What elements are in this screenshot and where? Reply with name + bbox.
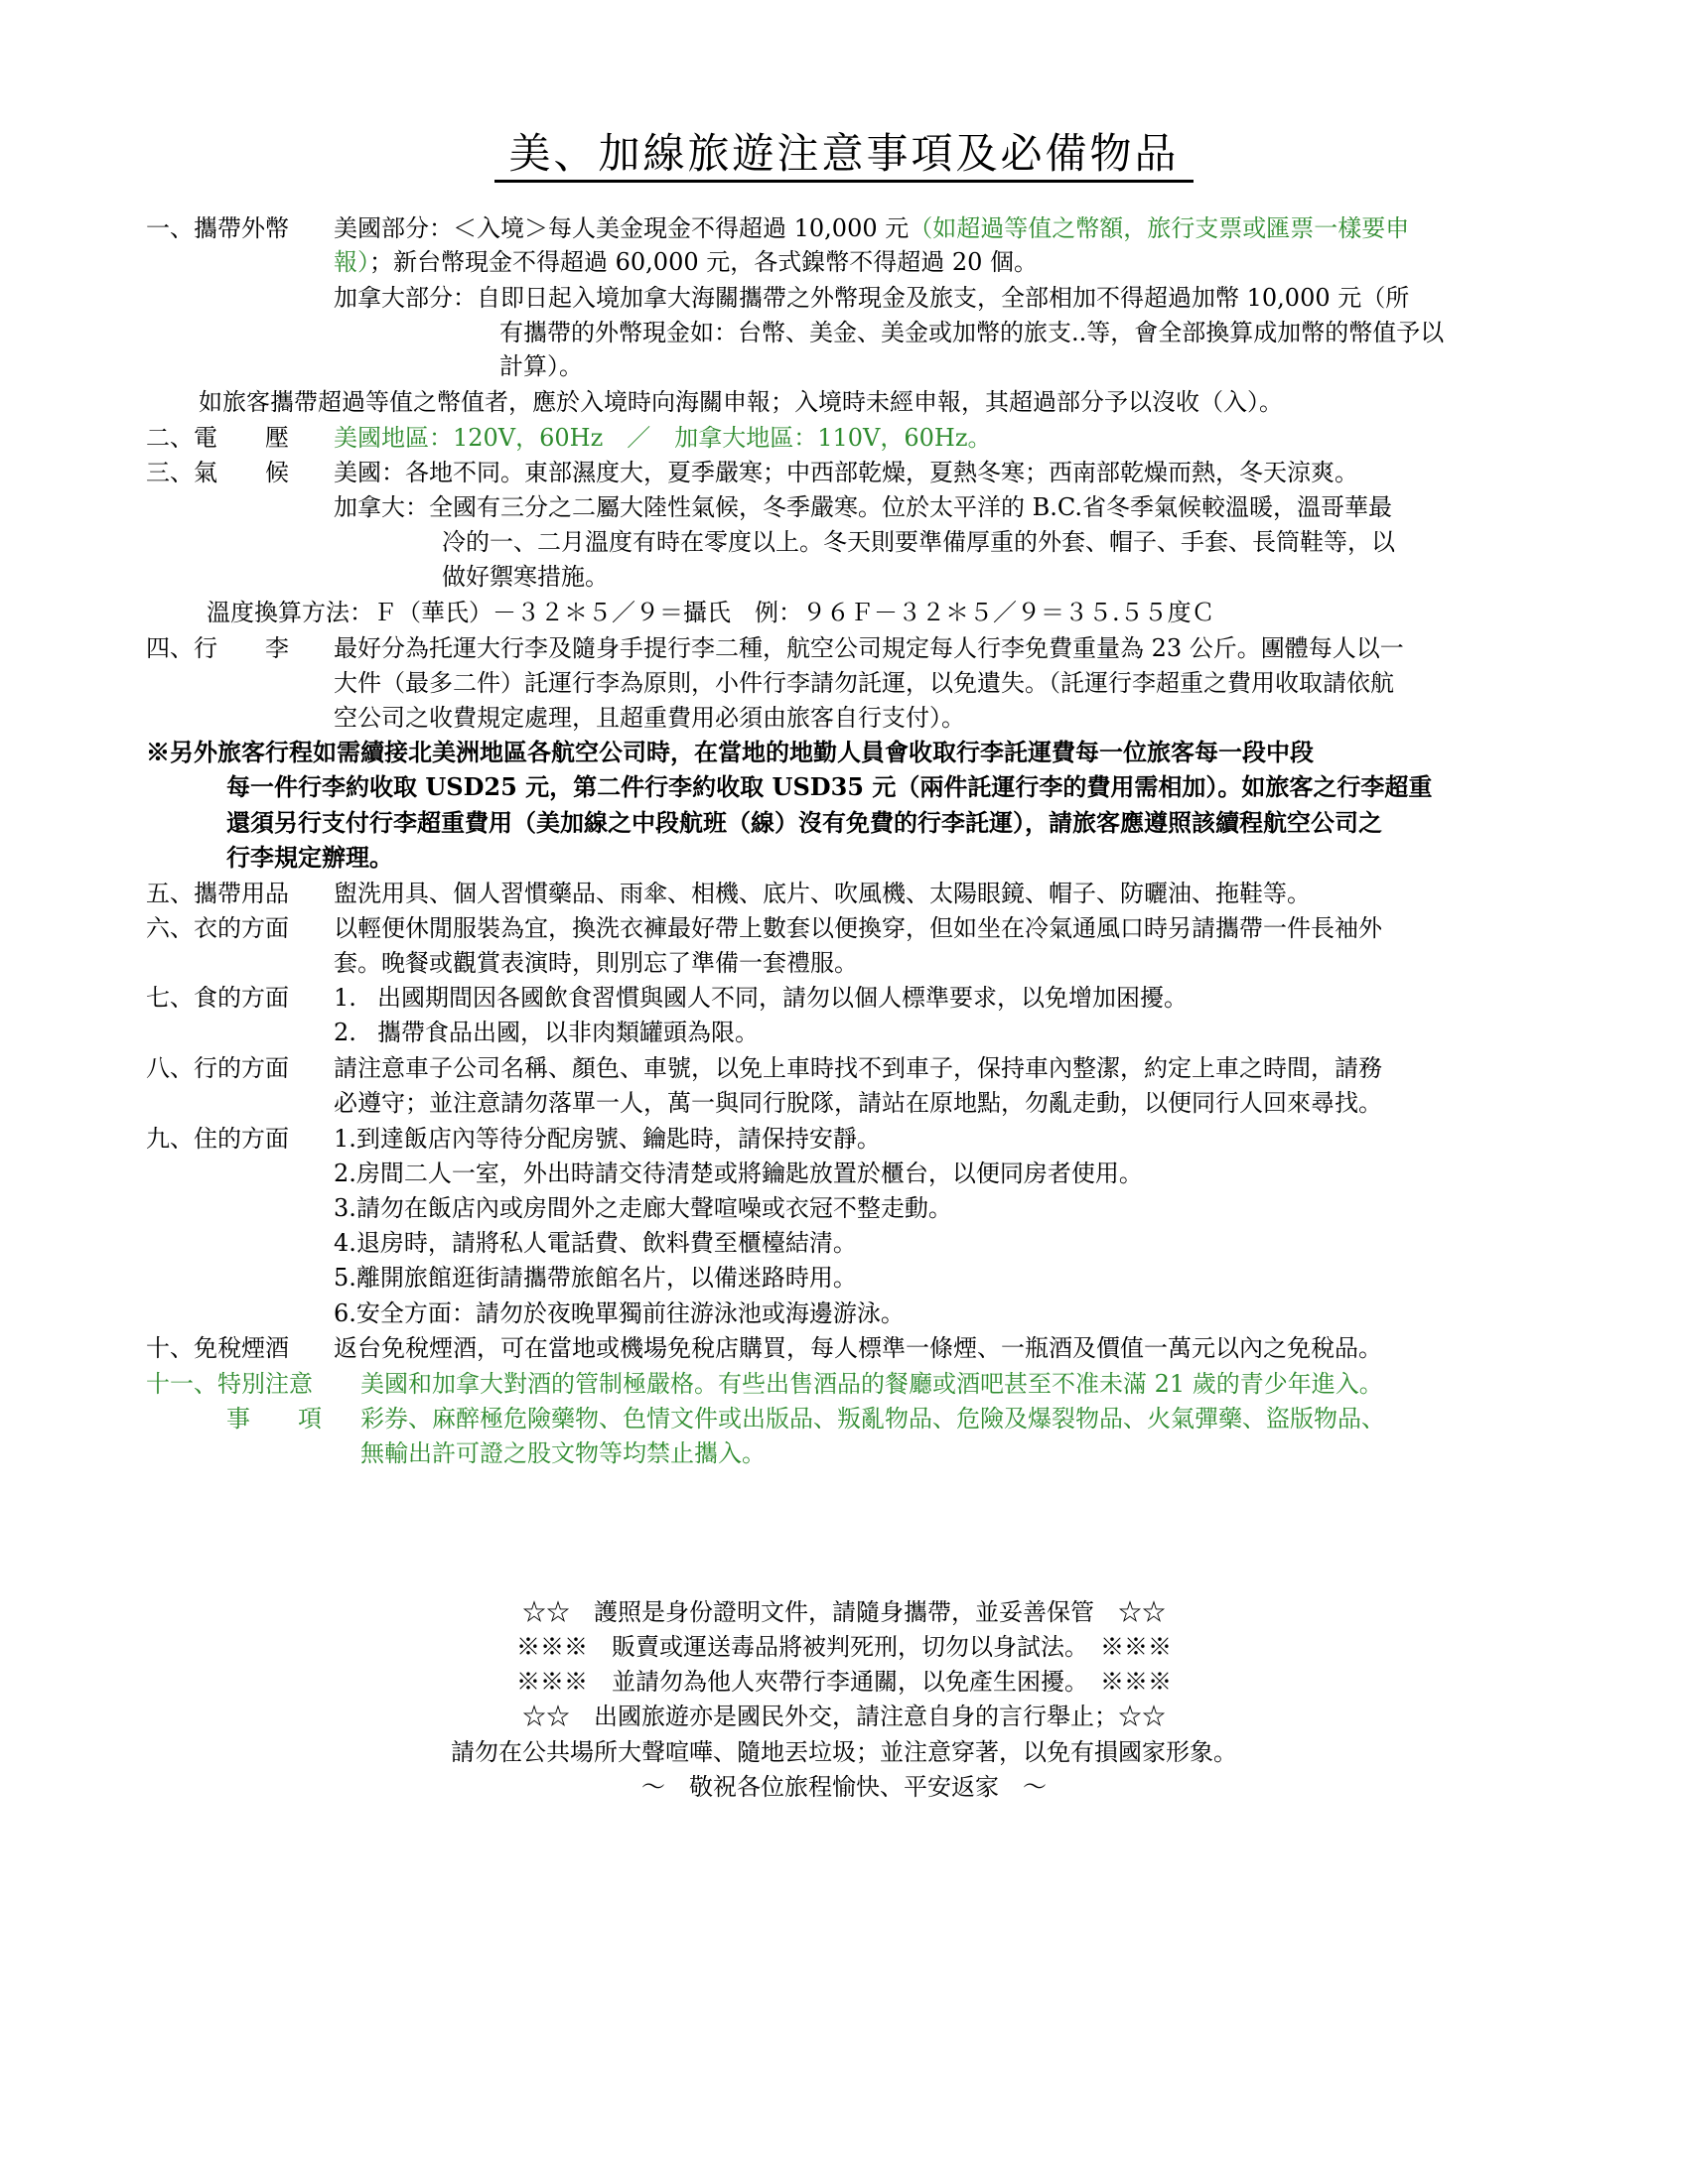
section-11-line-3: 無輸出許可證之股文物等均禁止攜入。	[360, 1439, 766, 1467]
section-9-label: 九、住的方面	[146, 1125, 289, 1153]
section-3-ca-line-3: 做好禦寒措施。	[442, 563, 609, 591]
section-7-label: 七、食的方面	[146, 984, 289, 1012]
document-title: 美、加線旅遊注意事項及必備物品	[0, 121, 1688, 181]
section-6-label: 六、衣的方面	[146, 914, 289, 942]
section-7-item-2-number: 2.	[334, 1019, 356, 1046]
section-7-item-1-number: 1.	[334, 984, 356, 1012]
section-9-item-6: 6.安全方面：請勿於夜晚單獨前往游泳池或海邊游泳。	[334, 1299, 905, 1327]
section-4-label: 四、行 李	[146, 634, 289, 662]
section-5-label: 五、攜帶用品	[146, 880, 289, 907]
section-2-label: 二、電 壓	[146, 424, 289, 452]
section-4-bold-line-1: ※另外旅客行程如需續接北美洲地區各航空公司時，在當地的地勤人員會收取行李託運費每一位旅客每一段中段	[146, 738, 1314, 766]
section-3-conversion: 溫度換算方法：Ｆ（華氏）－３２＊５／９＝攝氏 例：９６Ｆ－３２＊５／９＝３５.５５度Ｃ	[207, 599, 1215, 626]
section-9-item-1: 1.到達飯店內等待分配房號、鑰匙時，請保持安靜。	[334, 1125, 881, 1153]
section-11-line-1: 美國和加拿大對酒的管制極嚴格。有些出售酒品的餐廳或酒吧甚至不准未滿 21 歲的青少年進入。	[360, 1370, 1383, 1398]
section-11-label: 十一、特別注意	[146, 1370, 313, 1398]
section-2-text: 美國地區：120V，60Hz ／ 加拿大地區：110V，60Hz。	[334, 424, 992, 452]
section-4-line-3: 空公司之收費規定處理，且超重費用必須由旅客自行支付）。	[334, 704, 965, 732]
section-1-note: 如旅客攜帶超過等值之幣值者，應於入境時向海關申報；入境時未經申報，其超過部分予以沒收（入）。	[199, 388, 1283, 416]
section-8-line-1: 請注意車子公司名稱、顏色、車號，以免上車時找不到車子，保持車內整潔，約定上車之時間，請務	[334, 1054, 1382, 1082]
section-3-label: 三、氣 候	[146, 459, 289, 486]
footer-line-4: ☆☆ 出國旅遊亦是國民外交，請注意自身的言行舉止；☆☆	[522, 1703, 1166, 1730]
section-10-label: 十、免稅煙酒	[146, 1334, 289, 1362]
section-7-item-2: 攜帶食品出國，以非肉類罐頭為限。	[377, 1019, 759, 1046]
section-1-ca-line-1: 加拿大部分：自即日起入境加拿大海關攜帶之外幣現金及旅支，全部相加不得超過加幣 10,000 元（所	[334, 284, 1410, 312]
section-6-line-1: 以輕便休閒服裝為宜，換洗衣褲最好帶上數套以便換穿，但如坐在冷氣通風口時另請攜帶一件長袖外	[334, 914, 1382, 942]
footer-line-6: ～ 敬祝各位旅程愉快、平安返家 ～	[641, 1773, 1047, 1801]
section-1-us-line-1: 美國部分：＜入境＞每人美金現金不得超過 10,000 元（如超過等值之幣額，旅行支票或匯票一樣要申	[334, 214, 1410, 242]
section-4-bold-line-4: 行李規定辦理。	[226, 843, 393, 872]
section-9-item-2: 2.房間二人一室，外出時請交待清楚或將鑰匙放置於櫃台，以便同房者使用。	[334, 1160, 1143, 1187]
section-8-line-2: 必遵守；並注意請勿落單一人，萬一與同行脫隊，請站在原地點，勿亂走動，以便同行人回來尋找。	[334, 1089, 1382, 1117]
section-3-ca-line-1: 加拿大：全國有三分之二屬大陸性氣候，冬季嚴寒。位於太平洋的 B.C.省冬季氣候較溫暖，溫哥華最	[334, 493, 1393, 521]
section-8-label: 八、行的方面	[146, 1054, 289, 1082]
section-7-item-1: 出國期間因各國飲食習慣與國人不同，請勿以個人標準要求，以免增加困擾。	[377, 984, 1188, 1012]
section-6-line-2: 套。晚餐或觀賞表演時，則別忘了準備一套禮服。	[334, 949, 858, 977]
section-4-line-1: 最好分為托運大行李及隨身手提行李二種，航空公司規定每人行李免費重量為 23 公斤。團體每人以一	[334, 634, 1404, 662]
section-5-text: 盥洗用具、個人習慣藥品、雨傘、相機、底片、吹風機、太陽眼鏡、帽子、防曬油、拖鞋等。	[334, 880, 1311, 907]
footer-line-3: ※※※ 並請勿為他人夾帶行李通關，以免產生困擾。 ※※※	[516, 1668, 1172, 1696]
section-3-ca-line-2: 冷的一、二月溫度有時在零度以上。冬天則要準備厚重的外套、帽子、手套、長筒鞋等，以	[442, 528, 1395, 556]
section-1-label: 一、攜帶外幣	[146, 214, 289, 242]
section-10-text: 返台免稅煙酒，可在當地或機場免稅店購買，每人標準一條煙、一瓶酒及價值一萬元以內之免稅品。	[334, 1334, 1382, 1362]
section-4-bold-line-2: 每一件行李約收取 USD25 元，第二件行李約收取 USD35 元（兩件託運行李的費用需相加）。如旅客之行李超重	[226, 772, 1433, 801]
footer-line-5: 請勿在公共場所大聲喧嘩、隨地丟垃圾；並注意穿著，以免有損國家形象。	[451, 1738, 1237, 1766]
section-4-bold-line-3: 還須另行支付行李超重費用（美加線之中段航班（線）沒有免費的行李託運），請旅客應遵照該續程航空公司之	[226, 808, 1382, 837]
section-9-item-4: 4.退房時，請將私人電話費、飲料費至櫃檯結清。	[334, 1229, 857, 1257]
section-11-label-2: 事 項	[226, 1405, 322, 1433]
section-4-line-2: 大件（最多二件）託運行李為原則，小件行李請勿託運，以免遺失。（託運行李超重之費用收取請依航	[334, 669, 1394, 697]
section-1-ca-line-2: 有攜帶的外幣現金如：台幣、美金、美金或加幣的旅支..等，會全部換算成加幣的幣值予以	[499, 319, 1445, 346]
footer-line-1: ☆☆ 護照是身份證明文件，請隨身攜帶，並妥善保管 ☆☆	[522, 1598, 1166, 1626]
section-1-ca-line-3: 計算）。	[499, 352, 583, 380]
section-3-us: 美國：各地不同。東部濕度大，夏季嚴寒；中西部乾燥，夏熱冬寒；西南部乾燥而熱，冬天涼爽。	[334, 459, 1358, 486]
section-11-line-2: 彩券、麻醉極危險藥物、色情文件或出版品、叛亂物品、危險及爆裂物品、火氣彈藥、盜版物品、	[360, 1405, 1385, 1433]
footer-line-2: ※※※ 販賣或運送毒品將被判死刑，切勿以身試法。 ※※※	[516, 1633, 1172, 1661]
section-1-us-line-2: 報）；新台幣現金不得超過 60,000 元，各式鎳幣不得超過 20 個。	[334, 248, 1039, 276]
section-9-item-3: 3.請勿在飯店內或房間外之走廊大聲喧噪或衣冠不整走動。	[334, 1194, 952, 1222]
section-9-item-5: 5.離開旅館逛街請攜帶旅館名片，以備迷路時用。	[334, 1264, 857, 1292]
